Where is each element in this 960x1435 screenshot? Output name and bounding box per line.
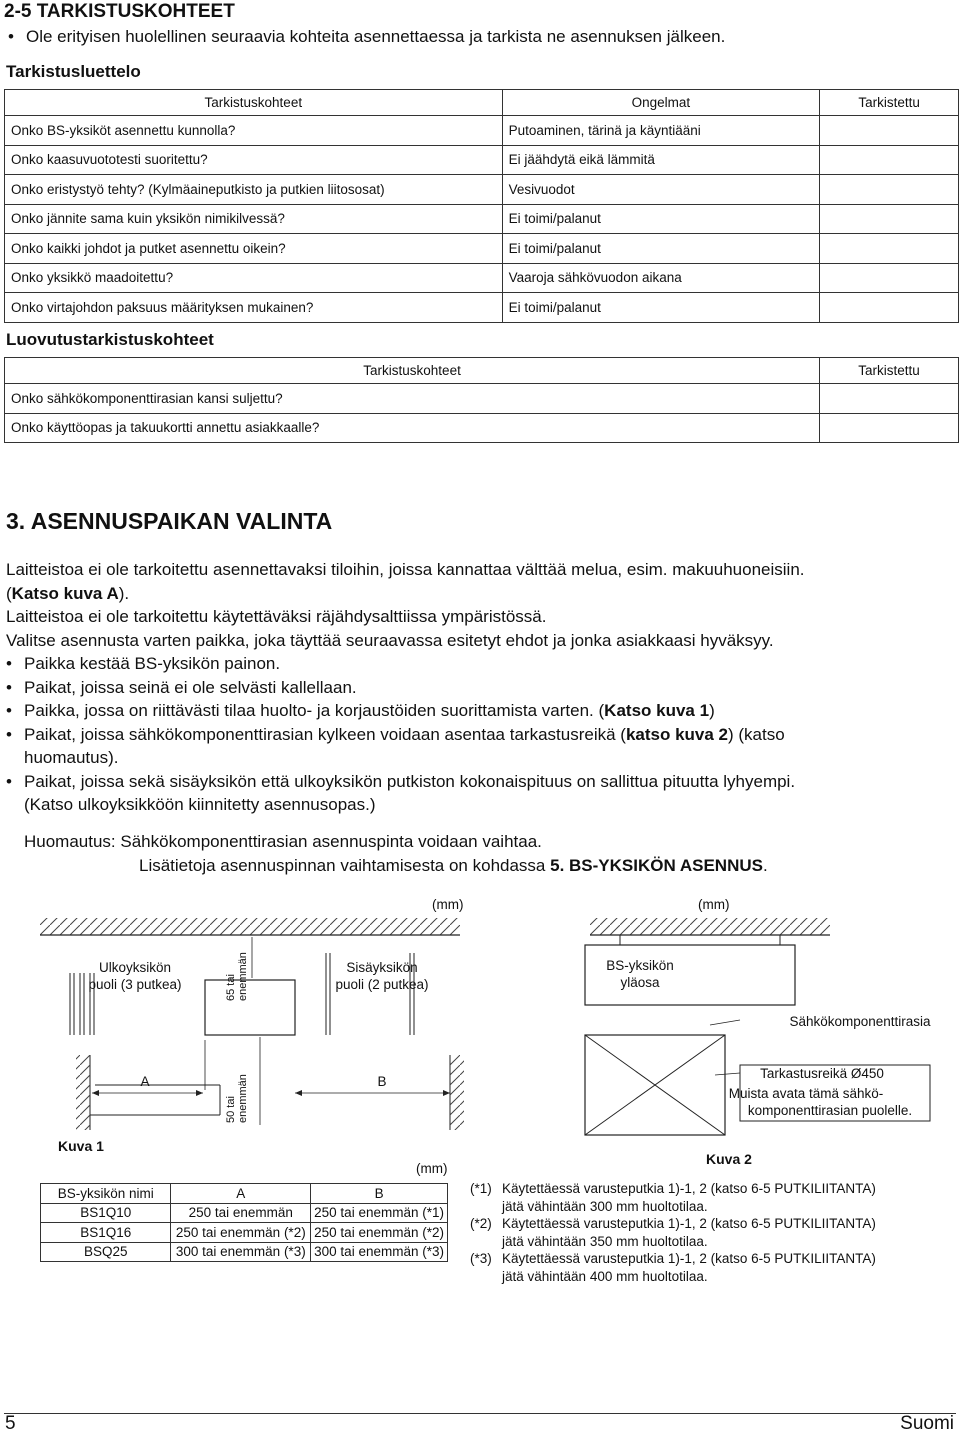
table-row: Onko eristystyö tehty? (Kylmäaineputkisto ja putkien liitososat) Vesivuodot [5, 175, 959, 205]
table-row: BS1Q10 250 tai enemmän 250 tai enemmän (*1) [41, 1203, 448, 1223]
col-header-b: B [311, 1184, 448, 1204]
checked-cell[interactable] [820, 263, 959, 293]
checked-cell[interactable] [820, 293, 959, 323]
section-title: 2-5 TARKISTUSKOHTEET [4, 1, 235, 22]
section3-title: 3. ASENNUSPAIKAN VALINTA [6, 508, 333, 534]
table-row: BS1Q16 250 tai enemmän (*2) 250 tai enemmän (*2) [41, 1223, 448, 1243]
col-header-checked: Tarkistettu [820, 358, 959, 384]
top-clearance-2: enemmän [237, 952, 249, 1001]
checked-cell[interactable] [820, 234, 959, 264]
col-header-items: Tarkistuskohteet [5, 90, 503, 116]
top-label-2: yläosa [620, 975, 660, 990]
handover-table [4, 357, 959, 443]
table-row: Onko kaasuvuototesti suoritettu? Ei jäähdytä eikä lämmitä [5, 145, 959, 175]
checked-cell[interactable] [820, 204, 959, 234]
table-row: Onko yksikkö maadoitettu? Vaaroja sähkövuodon aikana [5, 263, 959, 293]
electrical-box-label: Sähkökomponenttirasia [789, 1014, 931, 1029]
note-line-1: Huomautus: Sähkökomponenttirasian asennuspinta voidaan vaihtaa. [24, 832, 542, 851]
dim-b-label: B [377, 1074, 387, 1089]
col-header-name: BS-yksikön nimi [41, 1184, 171, 1204]
checked-cell[interactable] [820, 145, 959, 175]
ceiling-hatch [590, 918, 830, 935]
footer-rule [4, 1413, 956, 1414]
hole-note-2: komponenttirasian puolelle. [747, 1103, 913, 1118]
checked-cell[interactable] [820, 413, 959, 443]
indoor-label-2: puoli (2 putkea) [335, 977, 429, 992]
note-line-2: Lisätietoja asennuspinnan vaihtamisesta on kohdassa 5. BS-YKSIKÖN ASENNUS. [139, 856, 768, 875]
footnotes: (*1) Käytettäessä varusteputkia 1)-1, 2 (katso 6-5 PUTKILIITANTA) jätä vähintään 300 mm huoltotilaa. (*2) Käytettäessä varusteputkia 1)-1, 2 (katso 6-5 PUTKILIITANTA) jätä vähintään 350 mm huoltotilaa. (*3) Käytettäessä varusteputkia 1)-1, 2 (katso 6-5 PUTKILIITANTA) jätä vähintään 400 mm huoltotilaa. [470, 1181, 876, 1284]
table-row: Onko jännite sama kuin yksikön nimikilvessä? Ei toimi/palanut [5, 204, 959, 234]
table-row: Onko sähkökomponenttirasian kansi suljettu? [5, 384, 959, 414]
table-row: BSQ25 300 tai enemmän (*3) 300 tai enemmän (*3) [41, 1242, 448, 1262]
indoor-label-1: Sisäyksikön [346, 960, 418, 975]
checklist-title: Tarkistusluettelo [6, 62, 141, 81]
outdoor-label-1: Ulkoyksikön [98, 960, 172, 975]
bs-unit-box [205, 980, 295, 1035]
table-row: Onko BS-yksiköt asennettu kunnolla? Putoaminen, tärinä ja käyntiääni [5, 116, 959, 146]
hole-note-1: Muista avata tämä sähkö- [728, 1086, 884, 1101]
section3-body: Laitteistoa ei ole tarkoitettu asennettavaksi tiloihin, joissa kannattaa välttää melua, esim. makuuhuoneisiin. (Katso kuva A). Laitteistoa ei ole tarkoitettu käytettäväksi räjähdysalttiissa ympäristössä. Valitse asennusta varten paikka, joka täyttää seuraavassa esitetyt ehdot ja jonka asiakkaasi hyväksyy. • Paikka kestää BS-yksikön painon. • Paikat, joissa seinä ei ole selvästi kallellaan. • Paikka, jossa on riittävästi tilaa huolto- ja korjaustöiden suorittamista varten. (Katso kuva 1) • Paikat, joissa sähkökomponenttirasian kylkeen voidaan asentaa tarkastusreikä (katso kuva 2) (katso huomautus). • Paikat, joissa sekä sisäyksikön että ulkoyksikön putkiston kokonaispituus on sallittua pituutta lyhyempi. (Katso ulkoyksikköön kiinnitetty asennusopas.) [6, 560, 805, 814]
dim-a-label: A [140, 1074, 150, 1089]
checked-cell[interactable] [820, 116, 959, 146]
footer-language: Suomi [900, 1413, 954, 1434]
hole-label: Tarkastusreikä Ø450 [760, 1066, 884, 1081]
ceiling-hatch [40, 918, 460, 935]
intro-bullet: • Ole erityisen huolellinen seuraavia kohteita asennettaessa ja tarkista ne asennuksen jälkeen. [8, 27, 726, 46]
checklist-table [4, 89, 959, 323]
table-row: Onko kaikki johdot ja putket asennettu oikein? Ei toimi/palanut [5, 234, 959, 264]
handover-title: Luovutustarkistuskohteet [6, 330, 214, 349]
figure1-caption: Kuva 1 [58, 1138, 104, 1154]
col-header-checked: Tarkistettu [820, 90, 959, 116]
col-header-items: Tarkistuskohteet [5, 358, 820, 384]
top-clearance-1: 65 tai [225, 974, 237, 1001]
table-row: Onko käyttöopas ja takuukortti annettu asiakkaalle? [5, 413, 959, 443]
figure2-diagram [560, 915, 940, 1145]
outdoor-label-2: puoli (3 putkea) [88, 977, 182, 992]
bottom-clearance-1: 50 tai [225, 1096, 237, 1123]
figure1-diagram [30, 915, 480, 1135]
figure1-unit: (mm) [432, 897, 464, 912]
table-row: Onko virtajohdon paksuus määrityksen mukainen? Ei toimi/palanut [5, 293, 959, 323]
bs-unit-box [585, 945, 795, 1005]
checked-cell[interactable] [820, 175, 959, 205]
checked-cell[interactable] [820, 384, 959, 414]
figure2-caption: Kuva 2 [706, 1151, 752, 1167]
col-header-problems: Ongelmat [502, 90, 820, 116]
dims-table-unit: (mm) [416, 1161, 448, 1176]
top-label-1: BS-yksikön [606, 958, 674, 973]
bottom-clearance-2: enemmän [237, 1074, 249, 1123]
figure2-unit: (mm) [698, 897, 730, 912]
page-number: 5 [5, 1413, 16, 1434]
dims-table [40, 1183, 448, 1262]
col-header-a: A [171, 1184, 311, 1204]
